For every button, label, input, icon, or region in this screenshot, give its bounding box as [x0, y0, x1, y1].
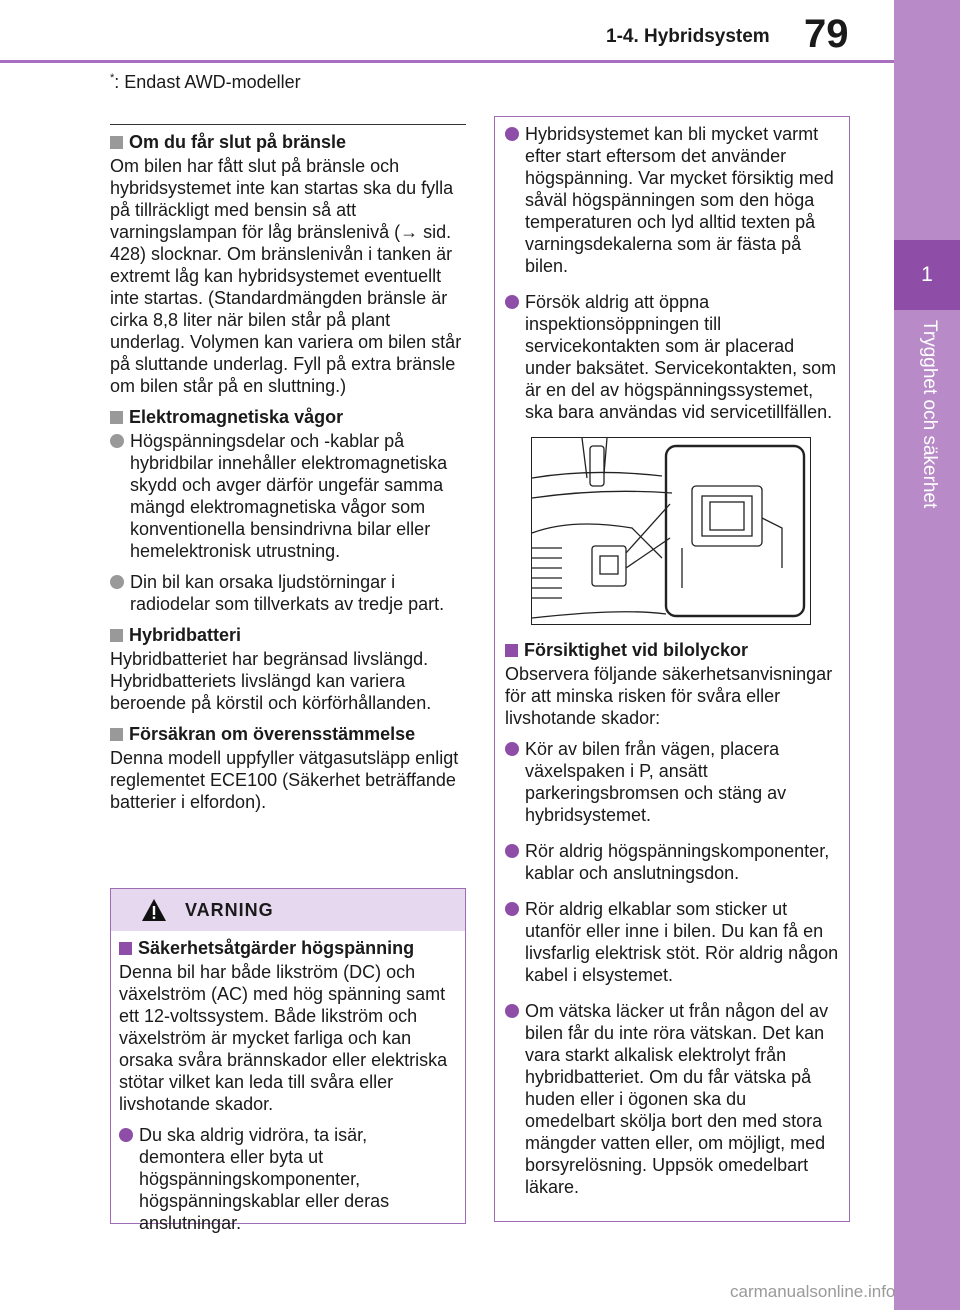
round-bullet-icon — [110, 575, 124, 589]
header-rule — [0, 60, 894, 63]
section-title: 1-4. Hybridsystem — [606, 26, 770, 47]
round-bullet-icon — [505, 902, 519, 916]
section-heading — [110, 406, 466, 428]
paragraph: Om bilen har fått slut på bränsle och hybridsystemet inte kan startas ska du fylla på tillräckligt med bensin så att varningslampan för låg bränslenivå (→ sid. 428) slocknar. Om bränslenivån i tanken är extremt låg kan hybridsystemet eventuellt inte startas. (Standardmängden bränsle är cirka 8,8 liter när bilen står på plant underlag. Volymen kan variera om bilen står på sluttande underlag. Fyll på extra bränsle om bilen står på en sluttning.) — [110, 156, 462, 396]
square-bullet-icon — [110, 728, 123, 741]
bullet-text: Kör av bilen från vägen, placera växelspaken i P, ansätt parkeringsbromsen och stäng av hybridsystemet. — [525, 739, 787, 825]
heading-text: Säkerhetsåtgärder högspänning — [138, 938, 415, 958]
square-bullet-icon — [110, 136, 123, 149]
bullet-text: Du ska aldrig vidröra, ta isär, demontera eller byta ut högspänningskomponenter, högspänningskablar eller deras anslutningar. — [139, 1125, 390, 1233]
square-bullet-icon — [505, 644, 518, 657]
service-plug-drawing — [532, 438, 810, 624]
paragraph: Observera följande säkerhetsanvisningar för att minska risken för svåra eller livshotande skador: — [505, 664, 833, 728]
heading-text: Hybridbatteri — [129, 625, 242, 645]
chapter-side-tab — [894, 0, 960, 1310]
footnote-mark: * — [110, 72, 115, 84]
bullet-text: Din bil kan orsaka ljudstörningar i radiodelar som tillverkats av tredje part. — [130, 572, 445, 614]
warning-body — [111, 931, 465, 1234]
heading-text: Försäkran om överensstämmelse — [129, 724, 416, 744]
heading-text: Om du får slut på bränsle — [129, 132, 347, 152]
heading-text: Elektromagnetiska vågor — [129, 407, 344, 427]
bullet-text: Försök aldrig att öppna inspektionsöppningen till servicekontakten som är placerad under baksätet. Servicekontakten, som är en del av högspänningssystemet, ska bara användas vid servicetillfällen. — [525, 292, 837, 422]
left-column — [110, 124, 466, 822]
bullet-item — [505, 291, 839, 423]
chapter-number: 1 — [894, 240, 960, 310]
warning-box — [110, 888, 466, 1233]
bullet-text: Högspänningsdelar och -kablar på hybridbilar innehåller elektromagnetiska skydd och avger därför ungefär samma mängd elektromagnetiska vågor som konventionella bensindrivna bilar eller hemelektronisk utrustning. — [130, 431, 448, 561]
bullet-item — [110, 571, 466, 615]
bullet-item — [505, 840, 839, 884]
round-bullet-icon — [505, 1004, 519, 1018]
footnote — [110, 72, 301, 93]
round-bullet-icon — [505, 844, 519, 858]
round-bullet-icon — [505, 295, 519, 309]
square-bullet-icon — [110, 411, 123, 424]
warning-triangle-icon — [141, 898, 167, 922]
round-bullet-icon — [505, 742, 519, 756]
warning-title: VARNING — [185, 900, 274, 920]
bullet-item — [110, 430, 466, 562]
chapter-title: Trygghet och säkerhet — [919, 320, 940, 509]
footnote-text: : Endast AWD-modeller — [114, 72, 301, 92]
bullet-text: Rör aldrig högspänningskomponenter, kablar och anslutningsdon. — [525, 841, 830, 883]
section-heading — [110, 131, 466, 153]
page-number: 79 — [804, 12, 849, 56]
square-bullet-icon — [119, 942, 132, 955]
section-heading — [505, 639, 839, 661]
bullet-item — [505, 1000, 839, 1198]
paragraph: Denna bil har både likström (DC) och växelström (AC) med hög spänning samt ett 12-voltssystem. Både likström och växelström är mycket farliga och kan orsaka svåra brännskador eller elektriska stötar vilket kan leda till svåra eller livshotande skador. — [119, 962, 448, 1114]
bullet-text: Om vätska läcker ut från någon del av bilen får du inte röra vätskan. Det kan vara starkt alkalisk elektrolyt från hybridbatteriet. Om du får vätska på huden eller i ögonen ska du omedelbart skölja bort den med stora mängder vatten eller, om möjligt, med borsyrelösning. Uppsök omedelbart läkare. — [525, 1001, 829, 1197]
bullet-item — [505, 123, 839, 277]
bullet-text: Hybridsystemet kan bli mycket varmt efter start eftersom det använder högspänning. Var mycket försiktig med såväl högspänningen som den höga temperaturen och lyd alltid texten på varningsdekalerna som är fästa på bilen. — [525, 124, 834, 276]
section-heading — [110, 624, 466, 646]
service-plug-illustration — [531, 437, 811, 625]
bullet-item — [505, 898, 839, 986]
round-bullet-icon — [505, 127, 519, 141]
section-heading — [119, 937, 457, 959]
caution-box — [494, 116, 850, 1222]
bullet-item — [505, 738, 839, 826]
square-bullet-icon — [110, 629, 123, 642]
section-heading — [110, 723, 466, 745]
round-bullet-icon — [119, 1128, 133, 1142]
round-bullet-icon — [110, 434, 124, 448]
bullet-item — [119, 1124, 457, 1234]
paragraph: Hybridbatteriet har begränsad livslängd. Hybridbatteriets livslängd kan variera beroende på körstil och körförhållanden. — [110, 649, 432, 713]
warning-header — [111, 889, 465, 931]
heading-text: Försiktighet vid bilolyckor — [524, 640, 749, 660]
paragraph: Denna modell uppfyller vätgasutsläpp enligt reglementet ECE100 (Säkerhet beträffande batterier i elfordon). — [110, 748, 459, 812]
bullet-text: Rör aldrig elkablar som sticker ut utanför eller inne i bilen. Du kan få en livsfarlig elektrisk stöt. Rör aldrig någon kabel i elsystemet. — [525, 899, 839, 985]
watermark: carmanualsonline.info — [730, 1282, 896, 1301]
